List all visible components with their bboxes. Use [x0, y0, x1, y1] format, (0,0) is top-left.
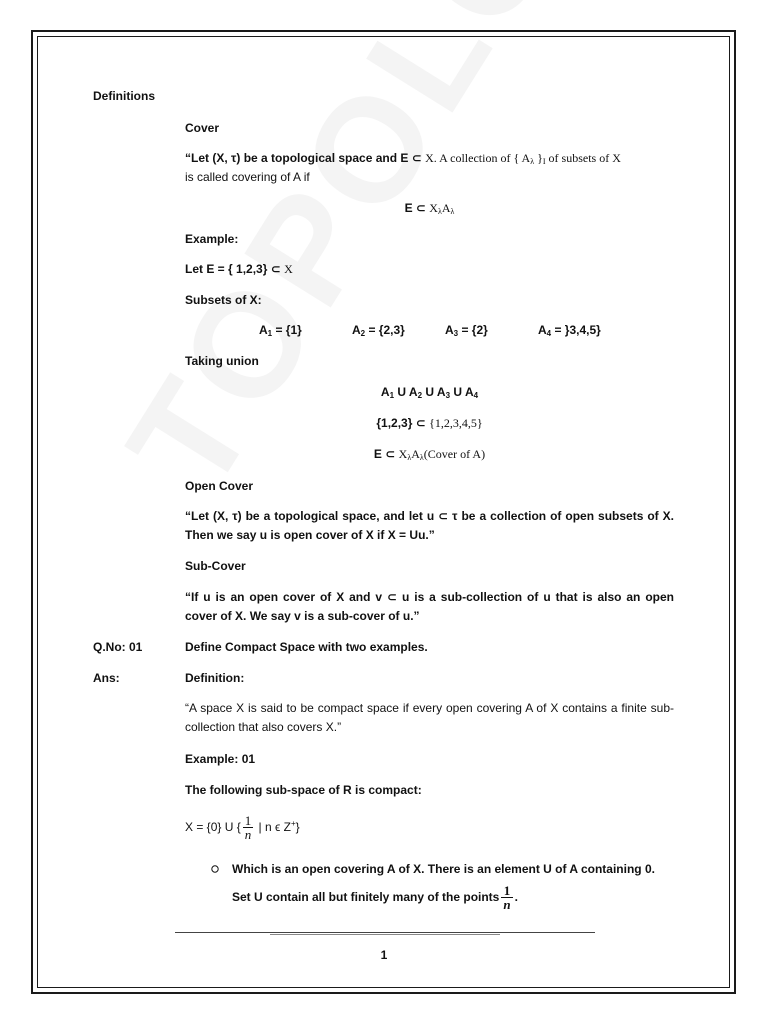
- subset-a3: $A_3 = \{2\}$: [445, 323, 488, 338]
- following-line: The following sub-space of R is compact:: [185, 783, 422, 797]
- open-cover-para: “Let (X, τ) be a topological space, and let u ⊂ τ be a collection of open subsets of X. Then we say u is open cover of X if X = Uu.”: [185, 509, 674, 542]
- question-label: Q.No: 01: [93, 640, 143, 654]
- subset-a1: $A_1 = \{1\}$: [259, 323, 302, 338]
- union-line: $A_1$ U $A_2$ U $A_3$ U $A_4$: [380, 385, 479, 400]
- bullet-line-2: Set U contain all but finitely many of the points $\frac{1}{n}$ .: [232, 883, 518, 913]
- sub-cover-title: Sub-Cover: [185, 559, 246, 573]
- let-e-line: Let E = { 1,2,3} ⊂ X: [185, 262, 293, 276]
- footer-divider-accent: [270, 934, 500, 935]
- cover-conclusion-line: E ⊂ $X_\lambda A_\lambda(Cover$ of A): [373, 447, 486, 462]
- definition-label: Definition:: [185, 671, 245, 685]
- subset-relation-line: {1,2,3} ⊂ {1,2,3,4,5}: [376, 416, 483, 430]
- cover-para-line2: is called covering of A if: [185, 170, 310, 184]
- bullet-line-1: Which is an open covering A of X. There is an element U of A containing 0.: [232, 862, 655, 876]
- subsets-label: Subsets of X:: [185, 293, 262, 307]
- question-text: Define Compact Space with two examples.: [185, 640, 428, 654]
- cover-para-line1: “Let (X, τ) be a topological space and E ⊂ X. A collection of { $A_\lambda$ }$_I$ of subsets of X: [185, 151, 621, 166]
- cover-title: Cover: [185, 121, 220, 135]
- example-01-label: Example: 01: [185, 752, 256, 766]
- open-cover-title: Open Cover: [185, 479, 254, 493]
- bullet-circle-icon: [210, 864, 220, 874]
- example-label: Example:: [185, 232, 239, 246]
- definition-para: “A space X is said to be compact space if every open covering A of X contains a finite sub-collection that also covers X.”: [185, 701, 674, 734]
- fraction-one-over-n-2: $\frac{1}{n}$: [503, 883, 511, 913]
- subset-a2: $A_2 = \{2,3\}$: [352, 323, 405, 338]
- taking-union-label: Taking union: [185, 354, 259, 368]
- subset-a4: $A_4 = \}3,4,5$}: [538, 323, 601, 338]
- definitions-heading: Definitions: [93, 89, 155, 103]
- answer-label: Ans:: [93, 671, 120, 685]
- set-definition: X = {0} U { $\frac{1}{n}$ | n ϵ Z+}: [185, 813, 300, 843]
- cover-formula: E ⊂ $X_\lambda A_\lambda$: [404, 201, 455, 216]
- fraction-one-over-n: $\frac{1}{n}$: [244, 813, 252, 843]
- page-number: 1: [380, 948, 388, 962]
- sub-cover-para: “If u is an open cover of X and v ⊂ u is a sub-collection of u that is also an open cover of X. We say v is a sub-cover of u.”: [185, 590, 674, 623]
- footer-divider: [175, 932, 595, 933]
